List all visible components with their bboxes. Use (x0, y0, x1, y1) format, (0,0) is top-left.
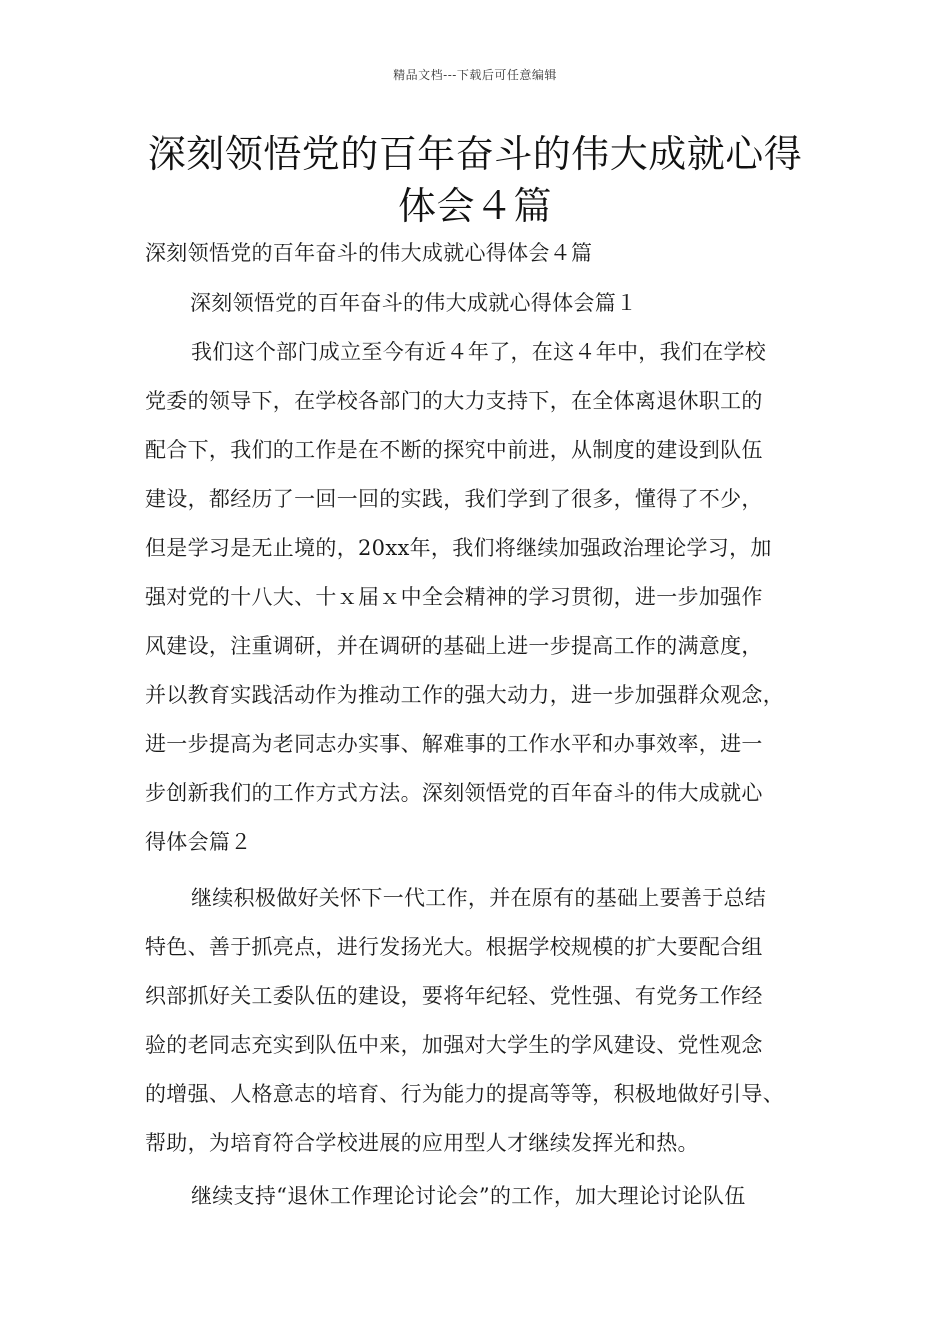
paragraph-2 (145, 874, 825, 1168)
document-title (100, 128, 850, 232)
paragraph-line: 帮助，为培育符合学校进展的应用型人才继续发挥光和热。 (145, 1131, 699, 1155)
paragraph-line: 风建设，注重调研，并在调研的基础上进一步提高工作的满意度， (145, 634, 763, 658)
paragraph-line: 继续积极做好关怀下一代工作，并在原有的基础上要善于总结 (191, 886, 767, 910)
paragraph-line: 并以教育实践活动作为推动工作的强大动力，进一步加强群众观念， (145, 683, 784, 707)
title-line-2: 体会４篇 (397, 184, 552, 228)
paragraph-1 (145, 328, 825, 867)
paragraph-line: 党委的领导下，在学校各部门的大力支持下，在全体离退休职工的 (145, 389, 763, 413)
document-subtitle: 深刻领悟党的百年奋斗的伟大成就心得体会４篇 (145, 241, 593, 265)
paragraph-line: 但是学习是无止境的，20xx年，我们将继续加强政治理论学习，加 (145, 536, 772, 560)
paragraph-line: 我们这个部门成立至今有近４年了，在这４年中，我们在学校 (191, 340, 767, 364)
paragraph-line: 配合下，我们的工作是在不断的探究中前进，从制度的建设到队伍 (145, 438, 763, 462)
paragraph-line: 的增强、人格意志的培育、行为能力的提高等等，积极地做好引导、 (145, 1082, 784, 1106)
paragraph-line: 进一步提高为老同志办实事、解难事的工作水平和办事效率，进一 (145, 732, 763, 756)
title-line-1: 深刻领悟党的百年奋斗的伟大成就心得 (147, 132, 803, 176)
paragraph-line: 验的老同志充实到队伍中来，加强对大学生的学风建设、党性观念 (145, 1033, 763, 1057)
header-note: 精品文档---下载后可任意编辑 (393, 68, 557, 82)
paragraph-line: 步创新我们的工作方式方法。深刻领悟党的百年奋斗的伟大成就心 (145, 781, 763, 805)
paragraph-3 (145, 1172, 825, 1221)
section-heading: 深刻领悟党的百年奋斗的伟大成就心得体会篇１ (190, 291, 638, 315)
paragraph-line: 特色、善于抓亮点，进行发扬光大。根据学校规模的扩大要配合组 (145, 935, 763, 959)
paragraph-line: 得体会篇２ (145, 830, 252, 854)
paragraph-line: 织部抓好关工委队伍的建设，要将年纪轻、党性强、有党务工作经 (145, 984, 763, 1008)
paragraph-line: 建设，都经历了一回一回的实践，我们学到了很多，懂得了不少， (145, 487, 763, 511)
paragraph-line: 继续支持“退休工作理论讨论会”的工作，加大理论讨论队伍 (191, 1184, 746, 1208)
paragraph-line: 强对党的十八大、十ｘ届ｘ中全会精神的学习贯彻，进一步加强作 (145, 585, 763, 609)
